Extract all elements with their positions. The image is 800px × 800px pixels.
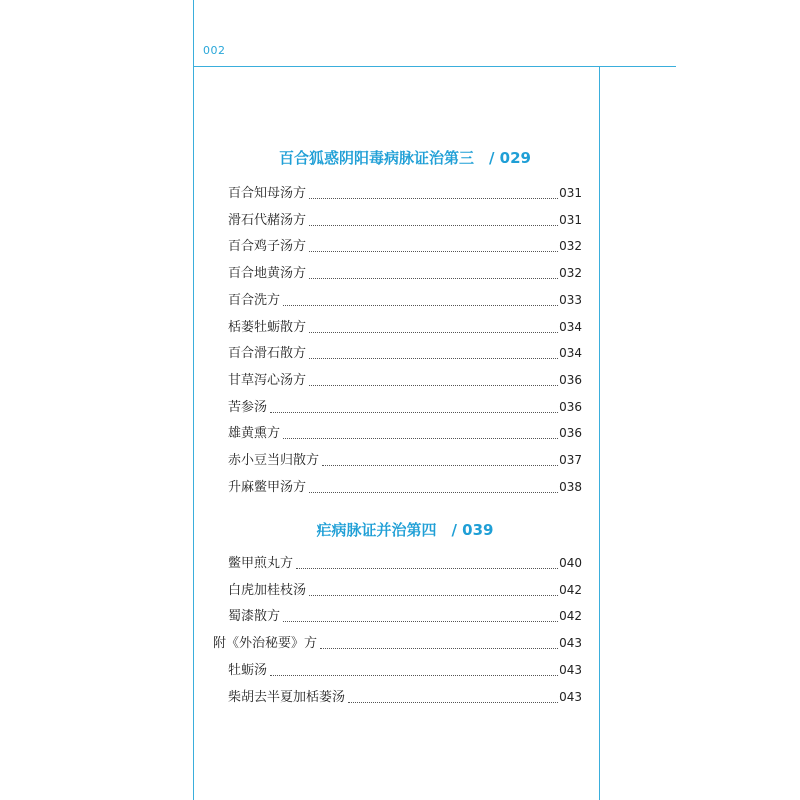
toc-entry-title: 蜀漆散方 xyxy=(228,609,281,624)
page-number: 002 xyxy=(203,44,226,57)
leader-dots xyxy=(283,305,558,306)
toc-entry[interactable] xyxy=(228,606,582,626)
toc-entry[interactable] xyxy=(228,210,582,230)
toc-entry-title: 赤小豆当归散方 xyxy=(228,453,320,468)
toc-entry-title: 苦参汤 xyxy=(228,400,268,415)
right-margin-rule xyxy=(599,66,600,800)
toc-entry-title: 雄黄熏方 xyxy=(228,426,281,441)
section-title: 疟病脉证并治第四 / 039 xyxy=(316,521,494,539)
toc-entry-title: 百合滑石散方 xyxy=(228,346,307,361)
leader-dots xyxy=(348,702,558,703)
toc-entry-page: 042 xyxy=(559,609,582,623)
toc-entry-title: 鳖甲煎丸方 xyxy=(228,556,294,571)
toc-entry-title: 百合知母汤方 xyxy=(228,186,307,201)
header-rule xyxy=(193,66,676,67)
toc-entry-title: 牡蛎汤 xyxy=(228,663,268,678)
leader-dots xyxy=(322,465,558,466)
toc-entry-title: 柴胡去半夏加栝蒌汤 xyxy=(228,690,346,705)
toc-entry-page: 032 xyxy=(559,266,582,280)
toc-entry-page: 036 xyxy=(559,426,582,440)
toc-entry-page: 043 xyxy=(559,663,582,677)
toc-entry-title: 栝蒌牡蛎散方 xyxy=(228,320,307,335)
leader-dots xyxy=(309,198,558,199)
leader-dots xyxy=(309,358,558,359)
leader-dots xyxy=(309,225,558,226)
toc-entry[interactable] xyxy=(228,580,582,600)
toc-entry-page: 031 xyxy=(559,186,582,200)
toc-entry[interactable] xyxy=(228,450,582,470)
leader-dots xyxy=(309,251,558,252)
toc-entry-title: 升麻鳖甲汤方 xyxy=(228,480,307,495)
toc-entry-page: 033 xyxy=(559,293,582,307)
toc-entry[interactable] xyxy=(228,370,582,390)
toc-entry-title: 附《外治秘要》方 xyxy=(213,636,318,651)
toc-entry-page: 034 xyxy=(559,320,582,334)
toc-entry-title: 白虎加桂枝汤 xyxy=(228,583,307,598)
leader-dots xyxy=(309,492,558,493)
toc-entry-page: 043 xyxy=(559,636,582,650)
toc-entry[interactable] xyxy=(228,317,582,337)
section-title: 百合狐惑阴阳毒病脉证治第三 / 029 xyxy=(278,149,531,167)
leader-dots xyxy=(270,412,558,413)
toc-entry[interactable] xyxy=(228,290,582,310)
leader-dots xyxy=(283,621,558,622)
toc-entry-page: 038 xyxy=(559,480,582,494)
toc-entry-page: 034 xyxy=(559,346,582,360)
toc-entry-title: 滑石代赭汤方 xyxy=(228,213,307,228)
leader-dots xyxy=(309,385,558,386)
leader-dots xyxy=(309,595,558,596)
toc-entry[interactable] xyxy=(228,553,582,573)
toc-entry[interactable] xyxy=(228,687,582,707)
toc-entry[interactable] xyxy=(228,343,582,363)
toc-entry-page: 032 xyxy=(559,239,582,253)
toc-entry-page: 031 xyxy=(559,213,582,227)
toc-entry[interactable] xyxy=(228,236,582,256)
leader-dots xyxy=(320,648,558,649)
leader-dots xyxy=(309,278,558,279)
toc-entry[interactable] xyxy=(228,423,582,443)
toc-entry-title: 百合洗方 xyxy=(228,293,281,308)
toc-entry-page: 036 xyxy=(559,400,582,414)
toc-entry[interactable] xyxy=(228,263,582,283)
toc-entry[interactable] xyxy=(228,660,582,680)
leader-dots xyxy=(296,568,558,569)
toc-entry-title: 甘草泻心汤方 xyxy=(228,373,307,388)
toc-entry[interactable] xyxy=(228,183,582,203)
toc-entry-page: 040 xyxy=(559,556,582,570)
toc-entry-title: 百合地黄汤方 xyxy=(228,266,307,281)
toc-entry-title: 百合鸡子汤方 xyxy=(228,239,307,254)
leader-dots xyxy=(283,438,558,439)
toc-entry-page: 043 xyxy=(559,690,582,704)
toc-entry[interactable] xyxy=(228,397,582,417)
toc-entry-page: 036 xyxy=(559,373,582,387)
toc-entry-page: 037 xyxy=(559,453,582,467)
toc-entry[interactable] xyxy=(213,633,582,653)
toc-entry[interactable] xyxy=(228,477,582,497)
toc-entry-page: 042 xyxy=(559,583,582,597)
leader-dots xyxy=(309,332,558,333)
left-margin-rule xyxy=(193,0,194,800)
leader-dots xyxy=(270,675,558,676)
